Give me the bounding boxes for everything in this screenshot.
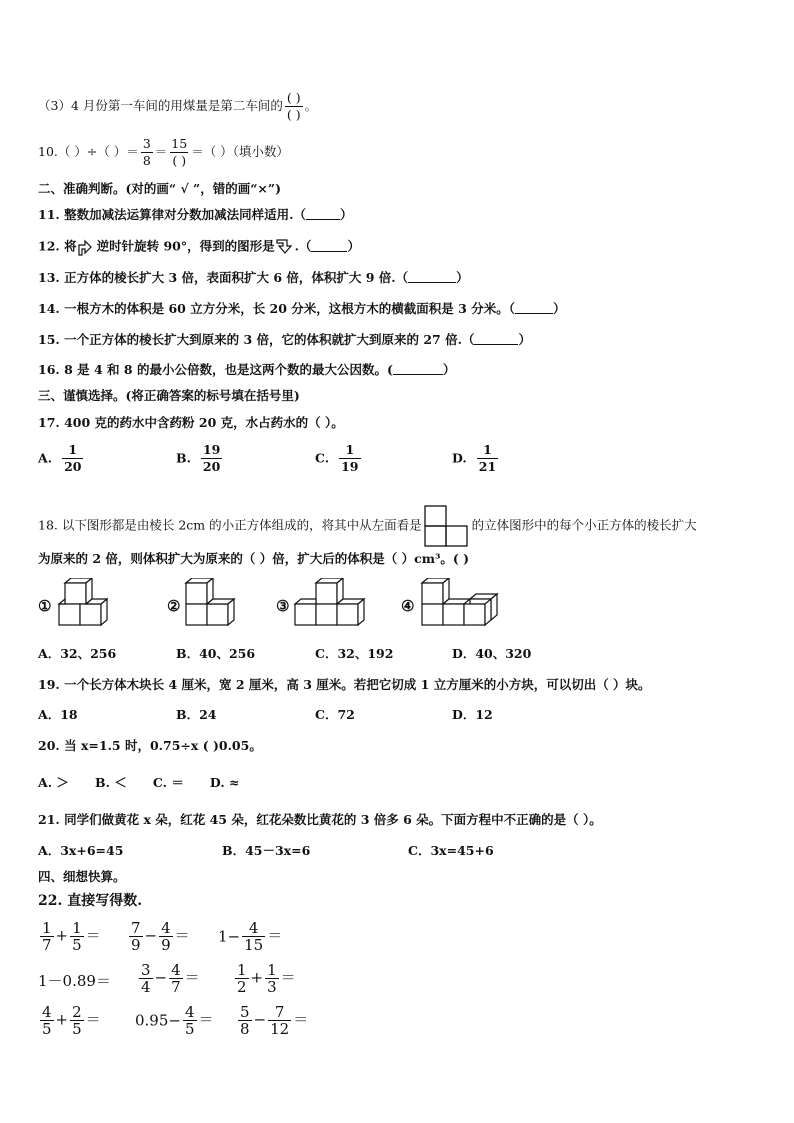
q16-blank[interactable] — [393, 362, 443, 375]
q17-option-b-frac — [201, 442, 222, 475]
section-2-heading: 二、准确判断。(对的画“ √ ”，错的画“×”) — [38, 181, 281, 196]
r3b-pre: 0.95− — [135, 1011, 181, 1030]
r3c-d1: 8 — [240, 1020, 250, 1038]
question-15 — [38, 332, 531, 348]
question-9-sub3 — [38, 90, 317, 123]
q11-text: 11. 整数加减法运算律对分数加减法同样适用.（ — [38, 207, 306, 222]
r1b-d1: 9 — [131, 936, 141, 954]
question-21-stem: 21. 同学们做黄花 x 朵，红花 45 朵，红花朵数比黄花的 3 倍多 6 朵。下面方程中不正确的是（ ）。 — [38, 812, 602, 827]
r3b-eq: ＝ — [198, 1010, 214, 1029]
r1c-pre: 1− — [218, 927, 241, 946]
r2b-op: − — [154, 968, 168, 987]
q18-figure-1 — [55, 578, 115, 633]
r3a-d1: 5 — [42, 1020, 52, 1038]
q12-text-b: 逆时针旋转 90°，得到的图形是 — [96, 238, 275, 254]
q10-eq: ＝ — [154, 144, 168, 159]
q15-text: 15. 一个正方体的棱长扩大到原来的 3 倍，它的体积就扩大到原来的 27 倍.（ — [38, 332, 475, 347]
q18-stem-a: 18. 以下图形都是由棱长 2cm 的小正方体组成的，将其中从左面看是 — [38, 517, 422, 533]
q13-text: 13. 正方体的棱长扩大 3 倍，表面积扩大 6 倍，体积扩大 9 倍.（ — [38, 270, 409, 285]
question-14 — [38, 301, 565, 317]
q17-option-d[interactable] — [452, 442, 500, 475]
q17-a-den: 20 — [64, 459, 82, 474]
q18-option-b[interactable]: B．40、256 — [176, 646, 256, 661]
q17-d-den: 21 — [478, 459, 497, 474]
q17-option-c-label: C. — [315, 450, 330, 466]
q11-blank[interactable] — [306, 207, 340, 220]
r2c-op: + — [250, 968, 264, 987]
r1b-n2: 4 — [161, 919, 171, 937]
q17-option-c[interactable] — [315, 442, 363, 475]
r3a-d2: 5 — [72, 1020, 82, 1038]
q22-item-r1b — [127, 920, 190, 953]
r2c-eq: ＝ — [280, 968, 296, 987]
question-11 — [38, 207, 352, 223]
q22-item-r2b — [137, 962, 200, 995]
r1a-d2: 5 — [72, 936, 82, 954]
q18-option-d[interactable]: D．40、320 — [452, 646, 532, 661]
q11-end: ） — [339, 207, 353, 222]
q22-item-r1c — [218, 920, 282, 953]
r2c-d2: 3 — [267, 978, 277, 996]
q17-option-a[interactable] — [38, 442, 85, 475]
r1b-d2: 9 — [161, 936, 171, 954]
rotated-arrow-shape-icon — [275, 238, 295, 256]
r3a-op: + — [55, 1010, 69, 1029]
q10-frac1-den: 8 — [142, 153, 151, 168]
question-18-stem-line1 — [38, 505, 697, 547]
r1b-eq: ＝ — [174, 926, 190, 945]
question-12 — [38, 238, 360, 256]
q12-text-a: 12. 将 — [38, 238, 77, 254]
q18-option-c[interactable]: C．32、192 — [315, 646, 394, 661]
q17-option-c-frac — [339, 442, 360, 475]
r1b-op: − — [144, 926, 158, 945]
q21-option-a[interactable]: A．3x+6=45 — [38, 843, 124, 858]
r2c-n1: 1 — [237, 961, 247, 979]
q22-item-r1a — [38, 920, 101, 953]
q20-options[interactable]: A. ＞ B. ＜ C. ＝ D. ≈ — [38, 775, 240, 790]
question-20-stem: 20. 当 x=1.5 时，0.75÷x ( )0.05。 — [38, 738, 262, 753]
q9-fraction — [285, 90, 303, 123]
q18-figure-2-label: ② — [167, 597, 181, 615]
q10-frac1-num: 3 — [142, 136, 151, 151]
r1c-eq: ＝ — [267, 926, 283, 945]
q10-end: ＝（ ）（填小数） — [191, 144, 289, 159]
q13-blank[interactable] — [408, 270, 456, 283]
r1a-n1: 1 — [42, 919, 52, 937]
r3c-eq: ＝ — [293, 1010, 309, 1029]
left-view-icon — [424, 505, 470, 547]
q18-figure-3-label: ③ — [276, 597, 290, 615]
r3a-eq: ＝ — [85, 1010, 101, 1029]
q18-figure-3 — [293, 578, 368, 633]
q17-c-den: 19 — [341, 459, 359, 474]
q19-option-d[interactable]: D．12 — [452, 707, 493, 722]
r1c-d2: 15 — [244, 936, 264, 954]
q15-end: ） — [518, 332, 531, 347]
r3b-n2: 4 — [184, 1003, 195, 1021]
q15-blank[interactable] — [474, 332, 518, 345]
r1a-d1: 7 — [42, 936, 52, 954]
r2b-d2: 7 — [171, 978, 181, 996]
q14-text: 14. 一根方木的体积是 60 立方分米，长 20 分米，这根方木的横截面积是 3 分米。（ — [38, 301, 515, 316]
q16-end: ） — [442, 362, 456, 377]
q10-start: 10.（ ）÷（ ）＝ — [38, 144, 139, 159]
q17-c-num: 1 — [345, 442, 355, 457]
q18-stem-b: 的立体图形中的每个小正方体的棱长扩大 — [471, 517, 697, 533]
q10-fraction-2 — [169, 136, 189, 169]
r3a-n2: 2 — [72, 1003, 82, 1021]
r1a-n2: 1 — [72, 919, 82, 937]
r3c-n2: 7 — [274, 1003, 285, 1021]
q19-option-b[interactable]: B．24 — [176, 707, 217, 722]
q14-end: ） — [552, 301, 566, 316]
question-10 — [38, 136, 289, 169]
r2c-d1: 2 — [237, 978, 247, 996]
arrow-shape-icon — [77, 238, 97, 256]
r2b-eq: ＝ — [184, 968, 200, 987]
section-3-heading: 三、谨慎选择。(将正确答案的标号填在括号里) — [38, 388, 300, 403]
q10-frac2-num: 15 — [171, 136, 188, 151]
q17-a-num: 1 — [68, 442, 78, 457]
q21-option-c[interactable]: C．3x=45+6 — [408, 843, 494, 858]
q17-option-d-label: D. — [452, 450, 467, 466]
q18-figure-2 — [182, 578, 242, 633]
q16-text: 16. 8 是 4 和 8 的最小公倍数，也是这两个数的最大公因数。( — [38, 362, 393, 377]
q10-fraction-1 — [141, 136, 153, 169]
r3c-n1: 5 — [240, 1003, 250, 1021]
r1a-op: + — [55, 926, 69, 945]
q10-frac2-den: ( ) — [172, 153, 187, 168]
q22-item-r3c — [236, 1004, 308, 1037]
r1c-n2: 4 — [248, 919, 259, 937]
q19-option-c[interactable]: C．72 — [315, 707, 355, 722]
q17-option-d-frac — [477, 442, 498, 475]
q22-item-r3b — [135, 1004, 214, 1037]
q17-option-a-label: A. — [38, 450, 53, 466]
r2b-d1: 4 — [141, 978, 151, 996]
q22-item-r2c — [233, 962, 296, 995]
q9-frac-num: ( ) — [286, 90, 301, 105]
q22-item-r2a: 1－0.89＝ — [38, 972, 111, 990]
r2c-n2: 1 — [267, 961, 277, 979]
q17-option-b[interactable] — [176, 442, 224, 475]
question-22-title: 22. 直接写得数. — [38, 893, 143, 909]
question-16 — [38, 362, 455, 378]
q18-figure-1-label: ① — [38, 597, 52, 615]
q17-b-den: 20 — [202, 459, 221, 474]
q12-text-c: .（ — [294, 238, 312, 254]
r2b-n1: 3 — [141, 961, 151, 979]
q18-figure-4 — [418, 578, 500, 633]
q17-d-num: 1 — [483, 442, 492, 457]
question-19-stem: 19. 一个长方体木块长 4 厘米，宽 2 厘米，高 3 厘米。若把它切成 1 立方厘米的小方块，可以切出（ ）块。 — [38, 677, 651, 692]
q21-option-b[interactable]: B．45－3x=6 — [222, 843, 311, 858]
q9-end: 。 — [304, 98, 318, 113]
q13-end: ） — [456, 270, 469, 285]
q9-frac-den: ( ) — [286, 107, 301, 122]
r2b-n2: 4 — [171, 961, 181, 979]
q12-blank[interactable] — [311, 239, 347, 252]
question-17-stem: 17. 400 克的药水中含药粉 20 克，水占药水的（ ）。 — [38, 415, 344, 430]
q18-figure-4-label: ④ — [401, 597, 415, 615]
q22-item-r3a — [38, 1004, 101, 1037]
q12-end: ） — [347, 238, 360, 254]
q14-blank[interactable] — [515, 301, 553, 314]
q17-option-b-label: B. — [176, 450, 191, 466]
question-13 — [38, 270, 469, 286]
r1b-n1: 7 — [131, 919, 141, 937]
r3b-d2: 5 — [184, 1020, 195, 1038]
q18-option-a[interactable]: A．32、256 — [38, 646, 117, 661]
question-18-stem-line2: 为原来的 2 倍，则体积扩大为原来的（ ）倍，扩大后的体积是（ ）cm³。( ) — [38, 551, 470, 566]
r1a-eq: ＝ — [85, 926, 101, 945]
q17-b-num: 19 — [202, 442, 221, 457]
q9-text: （3）4 月份第一车间的用煤量是第二车间的 — [38, 98, 283, 113]
r3c-d2: 12 — [270, 1020, 290, 1038]
section-4-heading: 四、细想快算。 — [38, 869, 126, 884]
r3c-op: − — [253, 1010, 267, 1029]
q17-option-a-frac — [62, 442, 83, 475]
q19-option-a[interactable]: A．18 — [38, 707, 78, 722]
r3a-n1: 4 — [42, 1003, 52, 1021]
